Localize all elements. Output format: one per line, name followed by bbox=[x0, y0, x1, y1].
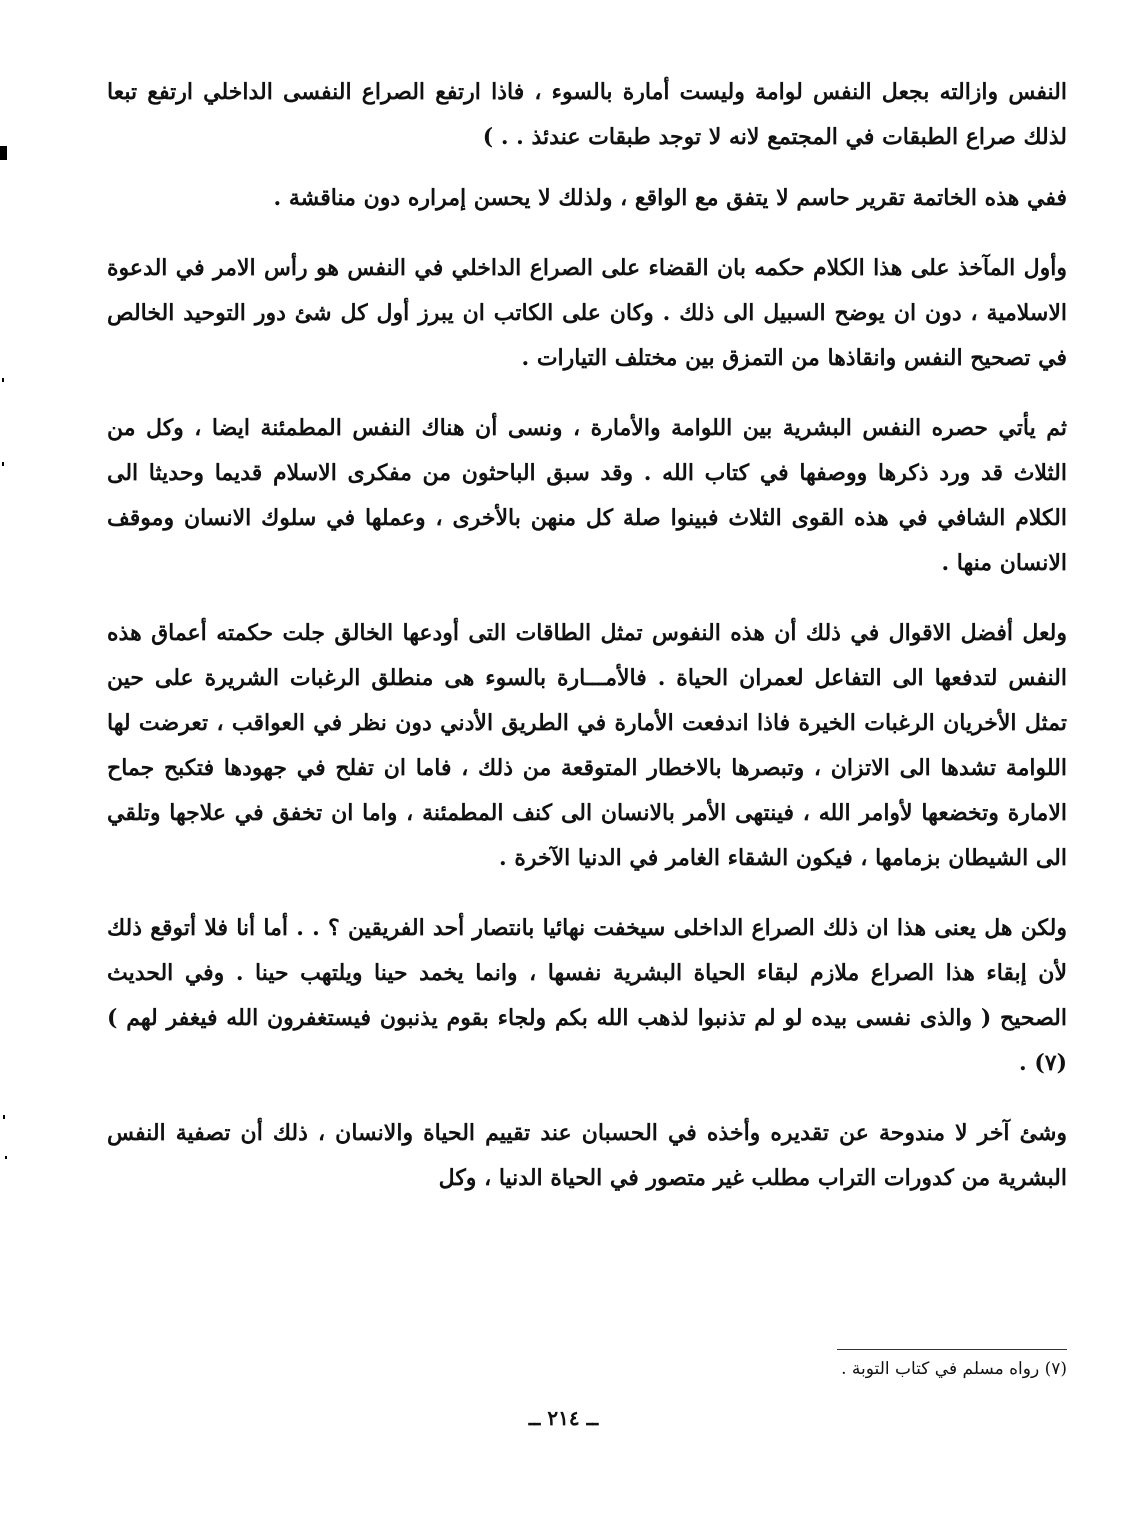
paragraph: وشئ آخر لا مندوحة عن تقديره وأخذه في الحسبان عند تقييم الحياة والانسان ، ذلك أن تصفية النفس البشرية من كدورات التراب مطلب غير متصور في الحياة الدنيا ، وكل bbox=[107, 1120, 1067, 1191]
paragraph: النفس وازالته بجعل النفس لوامة وليست أمارة بالسوء ، فاذا ارتفع الصراع النفسى الداخلي ارتفع تبعا لذلك صراع الطبقات في المجتمع لانه لا توجد طبقات عندئذ . . ) bbox=[107, 79, 1067, 150]
paragraph: وأول المآخذ على هذا الكلام حكمه بان القضاء على الصراع الداخلي في النفس هو رأس الامر في الدعوة الاسلامية ، دون ان يوضح السبيل الى ذلك . وكان على الكاتب ان يبرز أول كل شئ دور التوحيد الخالص في تصحيح النفس وانقاذها من التمزق بين مختلف التيارات . bbox=[107, 255, 1068, 371]
footnote-divider bbox=[837, 1349, 1067, 1350]
scan-edge-mark bbox=[3, 1115, 5, 1119]
footnote: (٧) رواه مسلم في كتاب التوبة . bbox=[841, 1359, 1067, 1379]
page-number: ــ ٢١٤ ــ bbox=[528, 1406, 599, 1430]
main-text bbox=[107, 70, 1067, 1201]
paragraph: ولعل أفضل الاقوال في ذلك أن هذه النفوس تمثل الطاقات التى أودعها الخالق جلت حكمته أعماق هذه النفس لتدفعها الى التفاعل لعمران الحياة . فالأمـــارة بالسوء هى منطلق الرغبات الشريرة على حين تمثل الأخريان الرغبات الخيرة فاذا اندفعت الأمارة في الطريق الأدني دون نظر في العواقب ، تعرضت لها اللوامة تشدها الى الاتزان ، وتبصرها بالاخطار المتوقعة من ذلك ، فاما ان تفلح في جهودها فتكبح جماح الامارة وتخضعها لأوامر الله ، فينتهى الأمر بالانسان الى كنف المطمئنة ، واما ان تخفق في علاجها وتلقي الى الشيطان بزمامها ، فيكون الشقاء الغامر في الدنيا الآخرة . bbox=[107, 620, 1067, 871]
scan-edge-mark bbox=[5, 1156, 7, 1159]
scan-edge-mark bbox=[2, 378, 4, 382]
scan-edge-mark bbox=[0, 146, 7, 160]
scan-edge-mark bbox=[2, 462, 4, 466]
paragraph: ثم يأتي حصره النفس البشرية بين اللوامة والأمارة ، ونسى أن هناك النفس المطمئنة ايضا ، وكل من الثلاث قد ورد ذكرها ووصفها في كتاب الله . وقد سبق الباحثون من مفكرى الاسلام قديما وحديثا الى الكلام الشافي في هذه القوى الثلاث فبينوا صلة كل منهن بالأخرى ، وعملها في سلوك الانسان وموقف الانسان منها . bbox=[107, 415, 1067, 576]
paragraph: ففي هذه الخاتمة تقرير حاسم لا يتفق مع الواقع ، ولذلك لا يحسن إمراره دون مناقشة . bbox=[273, 185, 1067, 211]
paragraph: ولكن هل يعنى هذا ان ذلك الصراع الداخلى سيخفت نهائيا بانتصار أحد الفريقين ؟ . . أما أنا فلا أتوقع ذلك لأن إبقاء هذا الصراع ملازم لبقاء الحياة البشرية نفسها ، وانما يخمد حينا ويلتهب حينا . وفي الحديث الصحيح ( والذى نفسى بيده لو لم تذنبوا لذهب الله بكم ولجاء بقوم يذنبون فيستغفرون الله فيغفر لهم ) (٧) . bbox=[107, 915, 1067, 1076]
